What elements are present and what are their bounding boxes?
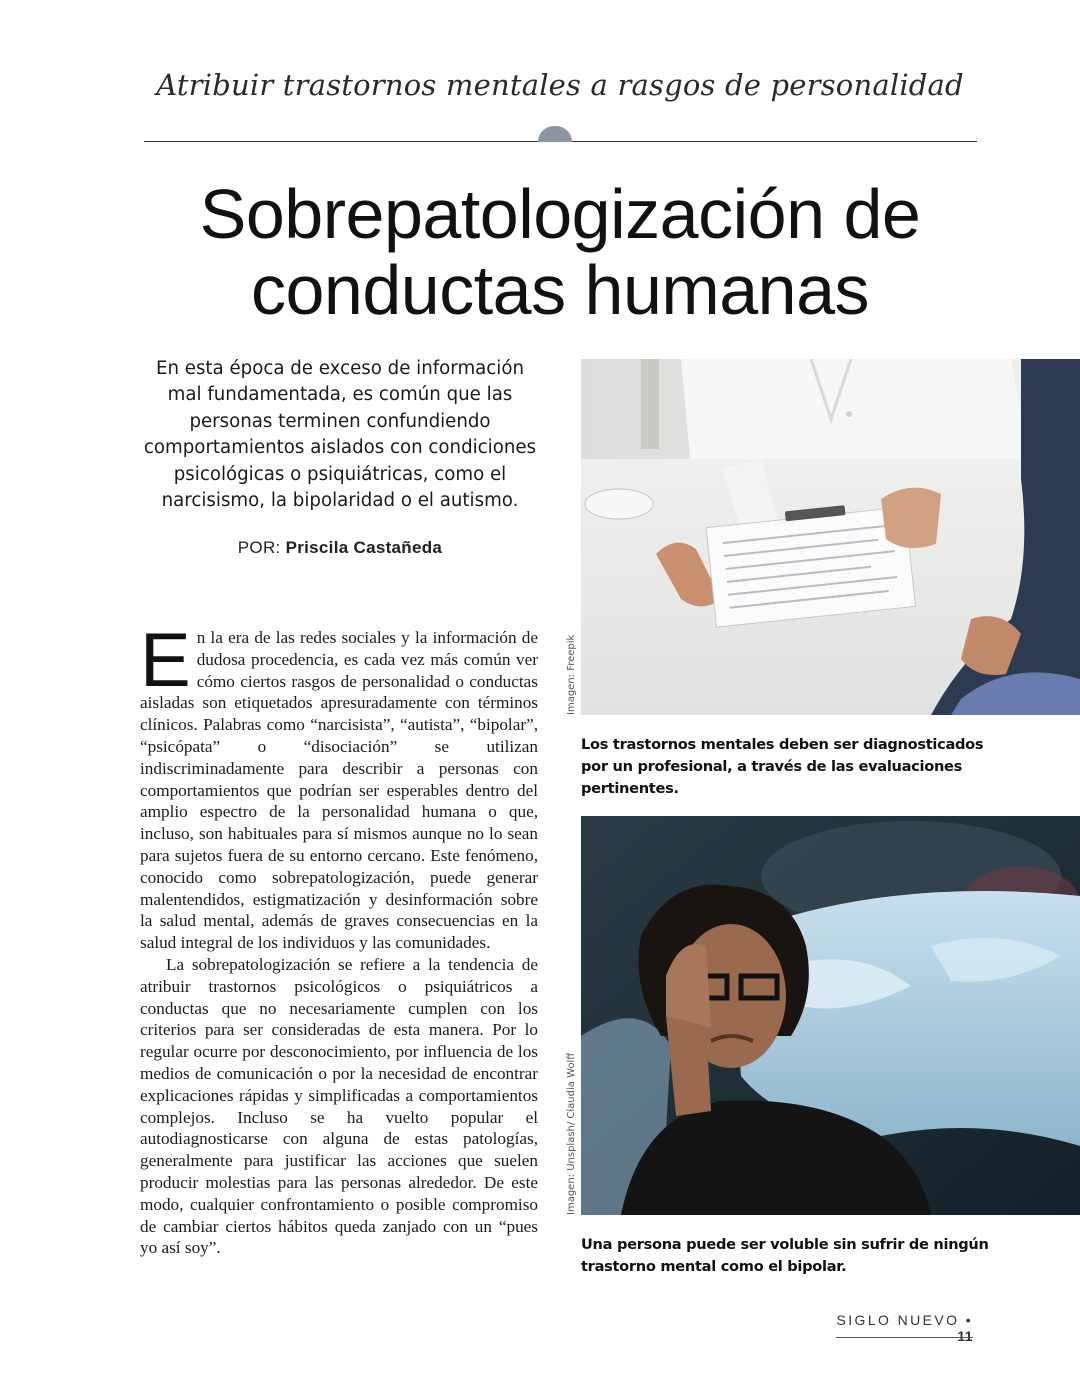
title-line-2: conductas humanas bbox=[250, 251, 869, 329]
paragraph-2: La sobrepatologización se refiere a la tendencia de atribuir trastornos psicológicos o psiquiátricos a conductas que no necesariamente cumplen con los criterios para ser consideradas de esta manera. Por lo regular ocurre por desconocimiento, por influencia de los medios de comunicación o por la necesidad de encontrar explicaciones rápidas y simplificadas a comportamientos complejos. Incluso se ha vuelto popular el autodiagnosticarse con alguna de estas patologías, generalmente para justificar las acciones que suelen producir molestias para las personas alrededor. De este modo, cualquier confrontamiento o posible compromiso de cambiar ciertos hábitos queda zanjado con un “pues yo así soy”. bbox=[140, 954, 538, 1258]
header-rule-ornament bbox=[538, 126, 572, 142]
publication-name: SIGLO NUEVO bbox=[836, 1312, 960, 1328]
paragraph-1 bbox=[140, 618, 538, 954]
doctor-consultation-photo bbox=[581, 359, 1080, 715]
title-line-1: Sobrepatologización de bbox=[199, 175, 921, 253]
author-name: Priscila Castañeda bbox=[285, 538, 443, 557]
section-kicker: Atribuir trastornos mentales a rasgos de personalidad bbox=[156, 68, 964, 102]
byline-prefix: POR: bbox=[237, 538, 281, 557]
folio-separator: • bbox=[965, 1312, 973, 1328]
page-number: 11 bbox=[957, 1328, 973, 1344]
crying-woman-photo bbox=[581, 816, 1080, 1215]
article-body bbox=[140, 618, 538, 1259]
byline bbox=[140, 538, 540, 558]
page-folio bbox=[836, 1312, 973, 1344]
drop-cap: E bbox=[140, 618, 191, 703]
photo-caption-1: Los trastornos mentales deben ser diagnosticados por un profesional, a través de las evaluaciones pertinentes. bbox=[581, 736, 984, 797]
photo-caption-2: Una persona puede ser voluble sin sufrir de ningún trastorno mental como el bipolar. bbox=[581, 1236, 989, 1275]
folio-rule bbox=[836, 1337, 973, 1338]
page-title bbox=[0, 176, 1080, 328]
photo-credit-1: Imagen: Freepik bbox=[566, 634, 577, 715]
photo-credit-2: Imagen: Unsplash/ Claudia Wolff bbox=[566, 1052, 577, 1215]
article-dek: En esta época de exceso de información mal fundamentada, es común que las personas terminen confundiendo comportamientos aislados con condiciones psicológicas o psiquiátricas, como el narcisismo, la bipolaridad o el autismo. bbox=[143, 358, 537, 512]
paragraph-1-text: n la era de las redes sociales y la información de dudosa procedencia, es cada vez más común ver cómo ciertos rasgos de personalidad o conductas aisladas son etiquetados apresuradamente con términos clínicos. Palabras como “narcisista”, “autista”, “bipolar”, “psicópata” o “disociación” se utilizan indiscriminadamente para describir a personas con comportamientos que podrían ser esperables dentro del amplio espectro de la personalidad humana o que, incluso, son habituales para sí mismos aunque no lo sean para sujetos fuera de su entorno cercano. Este fenómeno, conocido como sobrepatologización, puede generar malentendidos, estigmatización y desinformación sobre la salud mental, además de graves consecuencias en la salud integral de los individuos y las comunidades. bbox=[140, 628, 538, 953]
